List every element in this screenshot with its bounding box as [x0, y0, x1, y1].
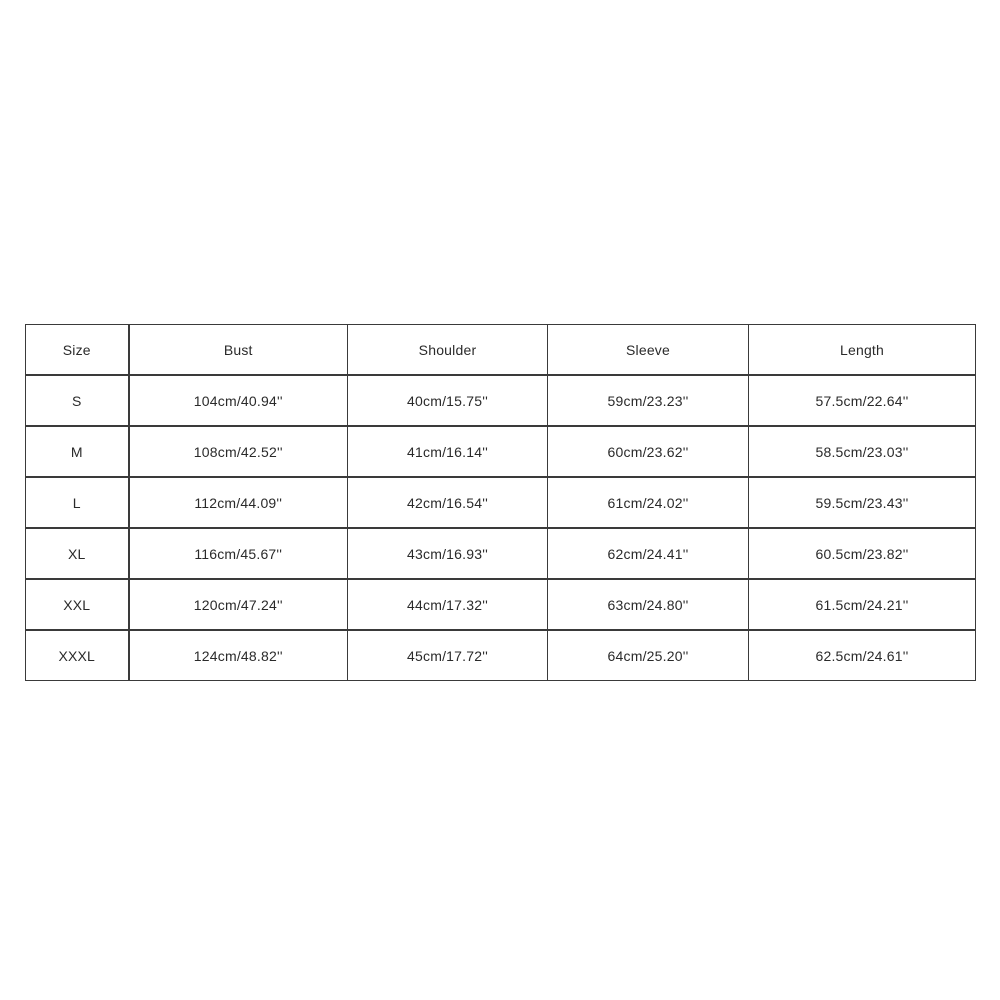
bust-cell: 112cm/44.09'' [129, 477, 348, 528]
size-cell: M [26, 426, 129, 477]
length-cell: 57.5cm/22.64'' [749, 375, 976, 426]
bust-cell: 120cm/47.24'' [129, 579, 348, 630]
length-cell: 62.5cm/24.61'' [749, 630, 976, 681]
bust-cell: 116cm/45.67'' [129, 528, 348, 579]
length-cell: 61.5cm/24.21'' [749, 579, 976, 630]
table-row [26, 630, 976, 681]
length-cell: 58.5cm/23.03'' [749, 426, 976, 477]
shoulder-cell: 41cm/16.14'' [348, 426, 548, 477]
sleeve-cell: 61cm/24.02'' [548, 477, 749, 528]
table-row [26, 579, 976, 630]
table-row [26, 477, 976, 528]
shoulder-cell: 42cm/16.54'' [348, 477, 548, 528]
column-header-size: Size [26, 325, 129, 376]
sleeve-cell: 64cm/25.20'' [548, 630, 749, 681]
size-cell: XXL [26, 579, 129, 630]
table-row [26, 426, 976, 477]
sleeve-cell: 63cm/24.80'' [548, 579, 749, 630]
table-row [26, 375, 976, 426]
shoulder-cell: 40cm/15.75'' [348, 375, 548, 426]
column-header-length: Length [749, 325, 976, 376]
length-cell: 60.5cm/23.82'' [749, 528, 976, 579]
column-header-bust: Bust [129, 325, 348, 376]
sleeve-cell: 62cm/24.41'' [548, 528, 749, 579]
bust-cell: 104cm/40.94'' [129, 375, 348, 426]
length-cell: 59.5cm/23.43'' [749, 477, 976, 528]
sleeve-cell: 59cm/23.23'' [548, 375, 749, 426]
shoulder-cell: 45cm/17.72'' [348, 630, 548, 681]
shoulder-cell: 43cm/16.93'' [348, 528, 548, 579]
shoulder-cell: 44cm/17.32'' [348, 579, 548, 630]
table-header-row [26, 325, 976, 376]
table-row [26, 528, 976, 579]
sleeve-cell: 60cm/23.62'' [548, 426, 749, 477]
size-cell: XXXL [26, 630, 129, 681]
size-cell: S [26, 375, 129, 426]
size-cell: XL [26, 528, 129, 579]
size-chart-table [25, 324, 976, 681]
bust-cell: 124cm/48.82'' [129, 630, 348, 681]
bust-cell: 108cm/42.52'' [129, 426, 348, 477]
column-header-sleeve: Sleeve [548, 325, 749, 376]
column-header-shoulder: Shoulder [348, 325, 548, 376]
size-cell: L [26, 477, 129, 528]
